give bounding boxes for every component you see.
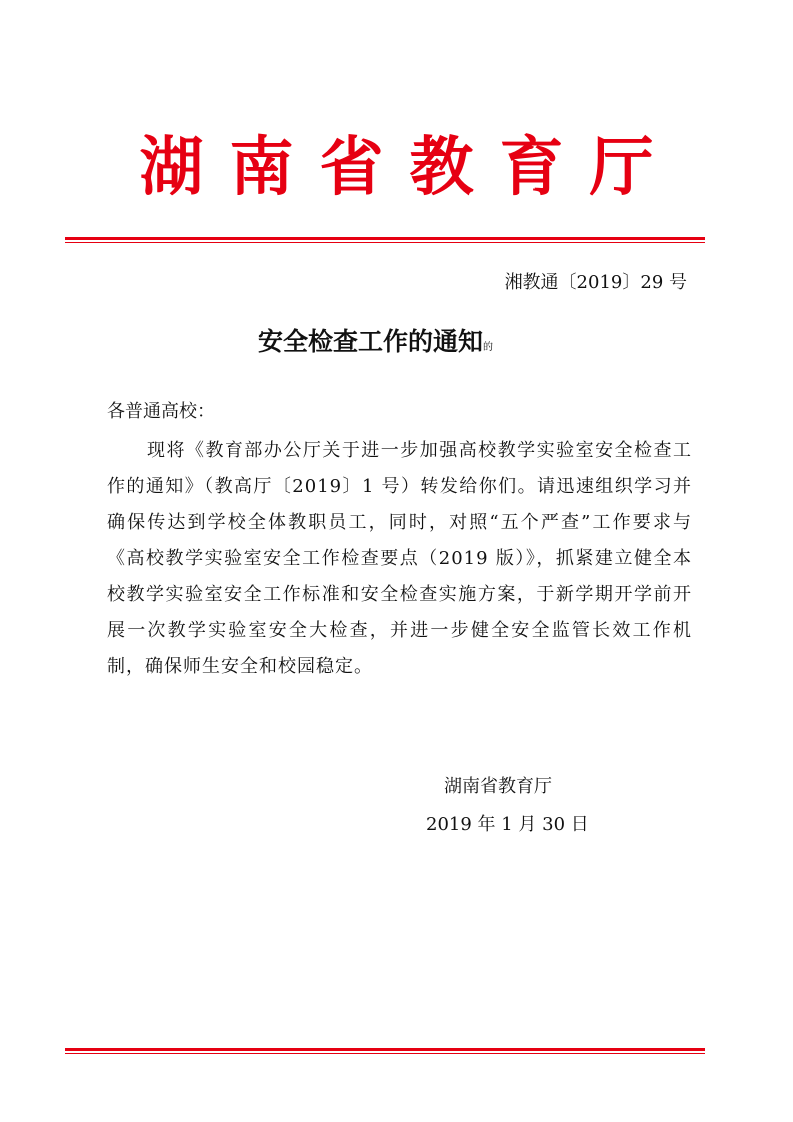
salutation: 各普通高校： (107, 401, 215, 422)
issue-date: 2019 年 1 月 30 日 (426, 814, 589, 835)
divider-thin-line (65, 242, 705, 243)
footer-divider (65, 1048, 705, 1054)
document-title (258, 322, 493, 368)
document-number: 湘教通〔2019〕29 号 (504, 272, 687, 293)
footer-divider-thin-line (65, 1053, 705, 1054)
signature-issuer: 湖南省教育厅 (444, 776, 552, 797)
letterhead-divider (65, 237, 705, 243)
document-title-suffix: 的 (483, 342, 494, 353)
body-paragraph: 现将《教育部办公厅关于进一步加强高校教学实验室安全检查工作的通知》（教高厅〔2019〕1 号）转发给你们。请迅速组织学习并确保传达到学校全体教职员工，同时，对照“五个严查”工作要求与《高校教学实验室安全工作检查要点（2019 版）》，抓紧建立健全本校教学实验室安全工作标准和安全检查实施方案，于新学期开学前开展一次教学实验室安全大检查，并进一步健全安全监管长效工作机制，确保师生安全和校园稳定。 (107, 440, 692, 677)
letterhead-title: 湖南省教育厅 (139, 130, 680, 205)
document-title-main: 安全检查工作的通知 (258, 327, 484, 356)
